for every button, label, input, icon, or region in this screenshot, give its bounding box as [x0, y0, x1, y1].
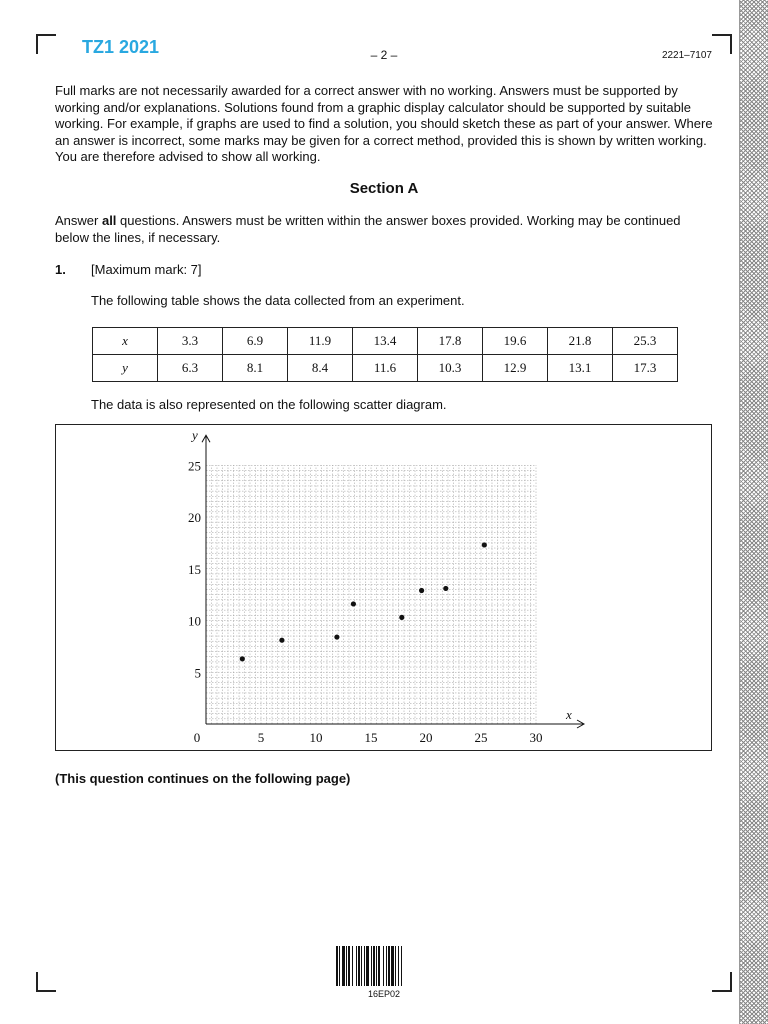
barcode-bar	[386, 946, 387, 986]
crop-mark-bottom-left	[36, 972, 56, 992]
scatter-diagram-frame	[55, 424, 712, 751]
table-cell: 11.9	[288, 328, 353, 355]
table-cell: 13.4	[353, 328, 418, 355]
barcode-bar	[336, 946, 338, 986]
side-pattern-strip	[739, 0, 768, 1024]
y-tick-label: 15	[188, 561, 201, 577]
y-tick-label: 10	[188, 613, 201, 629]
barcode-bar	[358, 946, 360, 986]
question-text: The following table shows the data collected from an experiment.	[91, 293, 465, 308]
barcode-bar	[373, 946, 375, 986]
origin-label: 0	[193, 730, 201, 745]
barcode-bar	[398, 946, 399, 986]
intro-instructions: Full marks are not necessarily awarded for a correct answer with no working. Answers must be supported by working and/or explanations. Solutions found from a graphic display calculator should be supported by suitable working. For example, if graphs are used to find a solution, you should sketch these as part of your answer. Where an answer is incorrect, some marks may be given for a correct method, provided this is shown by written working. You are therefore advised to show all working.	[55, 83, 713, 165]
data-table	[92, 327, 678, 382]
barcode-bar	[391, 946, 394, 986]
barcode-bar	[346, 946, 347, 986]
table-cell: 8.4	[288, 355, 353, 382]
instructions-bold: all	[101, 213, 117, 228]
y-axis-label: y	[192, 427, 198, 443]
barcode-bar	[378, 946, 380, 986]
y-tick-label: 25	[188, 458, 201, 474]
barcode-bar	[395, 946, 396, 986]
data-point	[279, 638, 284, 643]
x-axis-label: x	[566, 707, 572, 722]
barcode-bar	[352, 946, 353, 986]
barcode-bar	[348, 946, 350, 986]
paper-code: 2221–7107	[661, 50, 712, 61]
x-tick-label: 5	[257, 730, 265, 745]
barcode-bar	[401, 946, 402, 986]
data-point	[419, 588, 424, 593]
table-row-y	[93, 355, 678, 382]
table-cell: 13.1	[548, 355, 613, 382]
data-point	[399, 615, 404, 620]
table-cell: 8.1	[223, 355, 288, 382]
table-cell: 11.6	[353, 355, 418, 382]
crop-mark-bottom-right	[712, 972, 732, 992]
data-point	[240, 656, 245, 661]
table-cell: 17.3	[613, 355, 678, 382]
barcode-bar	[388, 946, 390, 986]
barcode-bar	[364, 946, 365, 986]
table-header-x: x	[93, 328, 158, 355]
table-cell: 6.9	[223, 328, 288, 355]
barcode-bar	[366, 946, 369, 986]
y-tick-label: 5	[194, 665, 201, 681]
crop-mark-top-left	[36, 34, 56, 54]
x-tick-label: 25	[474, 730, 488, 745]
barcode-bar	[339, 946, 340, 986]
x-tick-label: 15	[364, 730, 378, 745]
instructions-pre: Answer	[55, 213, 102, 228]
table-cell: 21.8	[548, 328, 613, 355]
table-cell: 3.3	[158, 328, 223, 355]
question-number: 1.	[55, 262, 66, 277]
question-text-2: The data is also represented on the following scatter diagram.	[91, 397, 447, 412]
data-point	[334, 634, 339, 639]
barcode-bar	[356, 946, 357, 986]
barcode-bar	[376, 946, 377, 986]
instructions-post: questions. Answers must be written within the answer boxes provided. Working may be continued below the lines, if necessary.	[55, 213, 681, 245]
barcode	[336, 946, 432, 986]
table-cell: 17.8	[418, 328, 483, 355]
barcode-bar	[342, 946, 345, 986]
barcode-label: 16EP02	[367, 989, 401, 999]
scatter-diagram	[56, 425, 713, 752]
barcode-bar	[371, 946, 372, 986]
barcode-bar	[361, 946, 362, 986]
barcode-bar	[383, 946, 384, 986]
x-tick-label: 30	[529, 730, 543, 745]
data-point	[482, 542, 487, 547]
x-tick-label: 10	[309, 730, 323, 745]
table-cell: 10.3	[418, 355, 483, 382]
section-instructions	[55, 213, 715, 246]
data-point	[443, 586, 448, 591]
data-point	[351, 601, 356, 606]
continue-note: (This question continues on the following page)	[55, 771, 351, 786]
x-tick-label: 20	[419, 730, 433, 745]
table-cell: 12.9	[483, 355, 548, 382]
section-title: Section A	[349, 180, 419, 197]
session-label: TZ1 2021	[82, 37, 160, 57]
question-max-mark: [Maximum mark: 7]	[91, 262, 202, 277]
y-tick-label: 20	[188, 510, 201, 525]
table-cell: 19.6	[483, 328, 548, 355]
table-row-x	[93, 328, 678, 355]
table-header-y: y	[93, 355, 158, 382]
table-cell: 6.3	[158, 355, 223, 382]
page-number: – 2 –	[370, 48, 398, 62]
table-cell: 25.3	[613, 328, 678, 355]
crop-mark-top-right	[712, 34, 732, 54]
